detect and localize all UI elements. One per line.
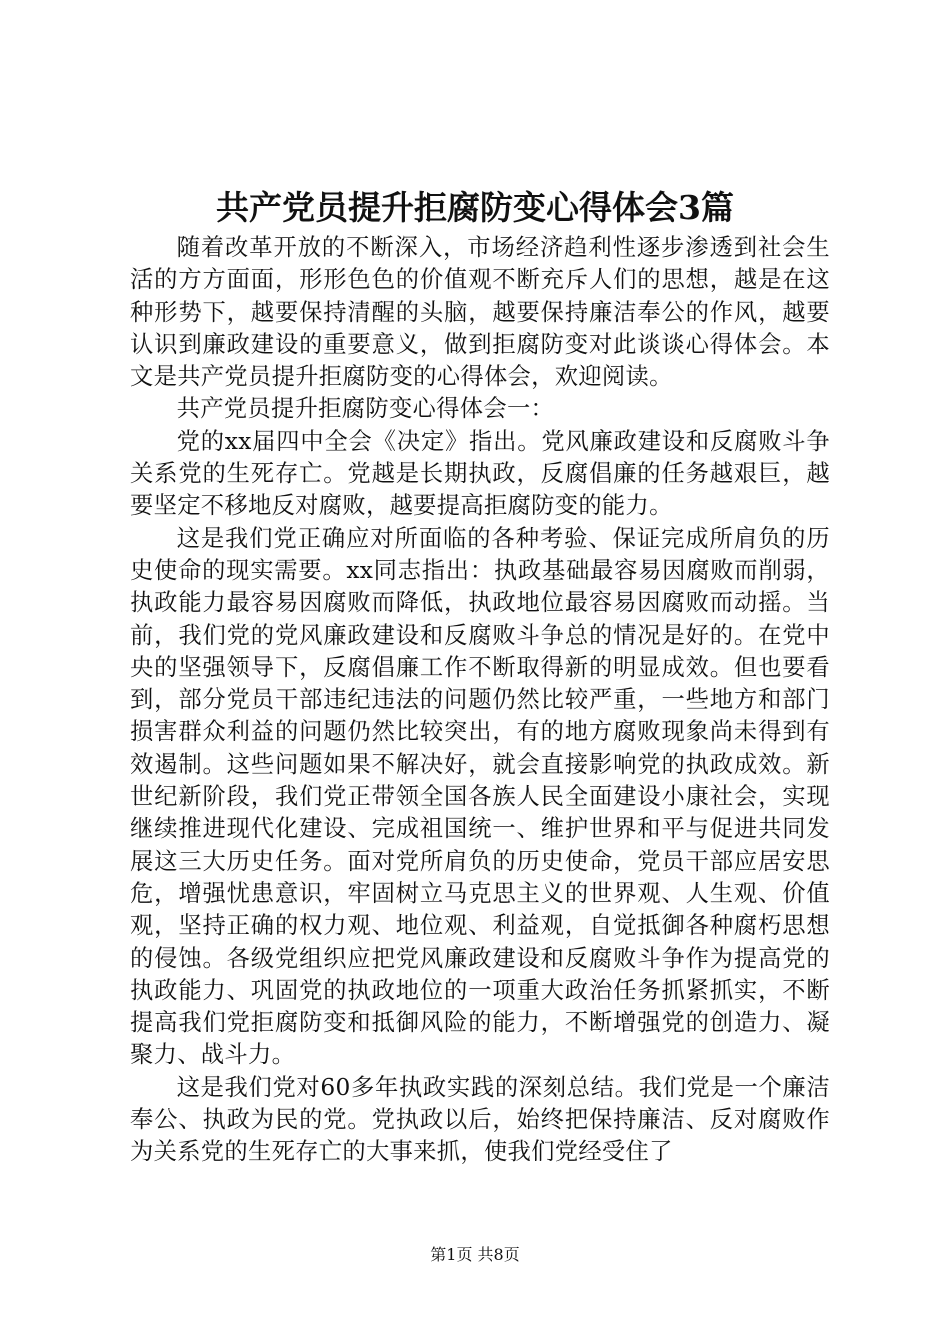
document-title: 共产党员提升拒腐防变心得体会3篇 [216,188,734,227]
document-body [130,232,830,1169]
intro-paragraph: 随着改革开放的不断深入，市场经济趋利性逐步渗透到社会生活的方方面面，形形色色的价值观不断充斥人们的思想，越是在这种形势下，越要保持清醒的头脑，越要保持廉洁奉公的作风，越要认识到廉政建设的重要意义，做到拒腐防变对此谈谈心得体会。本文是共产党员提升拒腐防变的心得体会，欢迎阅读。 [130,234,830,391]
body-paragraph: 党的xx届四中全会《决定》指出。党风廉政建设和反腐败斗争关系党的生死存亡。党越是长期执政，反腐倡廉的任务越艰巨，越要坚定不移地反对腐败，越要提高拒腐防变的能力。 [130,427,830,520]
section-heading: 共产党员提升拒腐防变心得体会一： [176,395,555,423]
body-paragraph: 这是我们党正确应对所面临的各种考验、保证完成所肩负的历史使命的现实需要。xx同志指出：执政基础最容易因腐败而削弱，执政能力最容易因腐败而降低，执政地位最容易因腐败而动摇。当前，我们党的党风廉政建设和反腐败斗争总的情况是好的。在党中央的坚强领导下，反腐倡廉工作不断取得新的明显成效。但也要看到，部分党员干部违纪违法的问题仍然比较严重，一些地方和部门损害群众利益的问题仍然比较突出，有的地方腐败现象尚未得到有效遏制。这些问题如果不解决好，就会直接影响党的执政成效。新世纪新阶段，我们党正带领全国各族人民全面建设小康社会，实现继续推进现代化建设、完成祖国统一、维护世界和平与促进共同发展这三大历史任务。面对党所肩负的历史使命，党员干部应居安思危，增强忧患意识，牢固树立马克思主义的世界观、人生观、价值观，坚持正确的权力观、地位观、利益观，自觉抵御各种腐朽思想的侵蚀。各级党组织应把党风廉政建设和反腐败斗争作为提高党的执政能力、巩固党的执政地位的一项重大政治任务抓紧抓实，不断提高我们党拒腐防变和抵御风险的能力，不断增强党的创造力、凝聚力、战斗力。 [130,524,830,1069]
body-paragraph: 这是我们党对60多年执政实践的深刻总结。我们党是一个廉洁奉公、执政为民的党。党执政以后，始终把保持廉洁、反对腐败作为关系党的生死存亡的大事来抓，使我们党经受住了 [130,1073,830,1166]
page-footer: 第1页 共8页 [430,1245,520,1264]
